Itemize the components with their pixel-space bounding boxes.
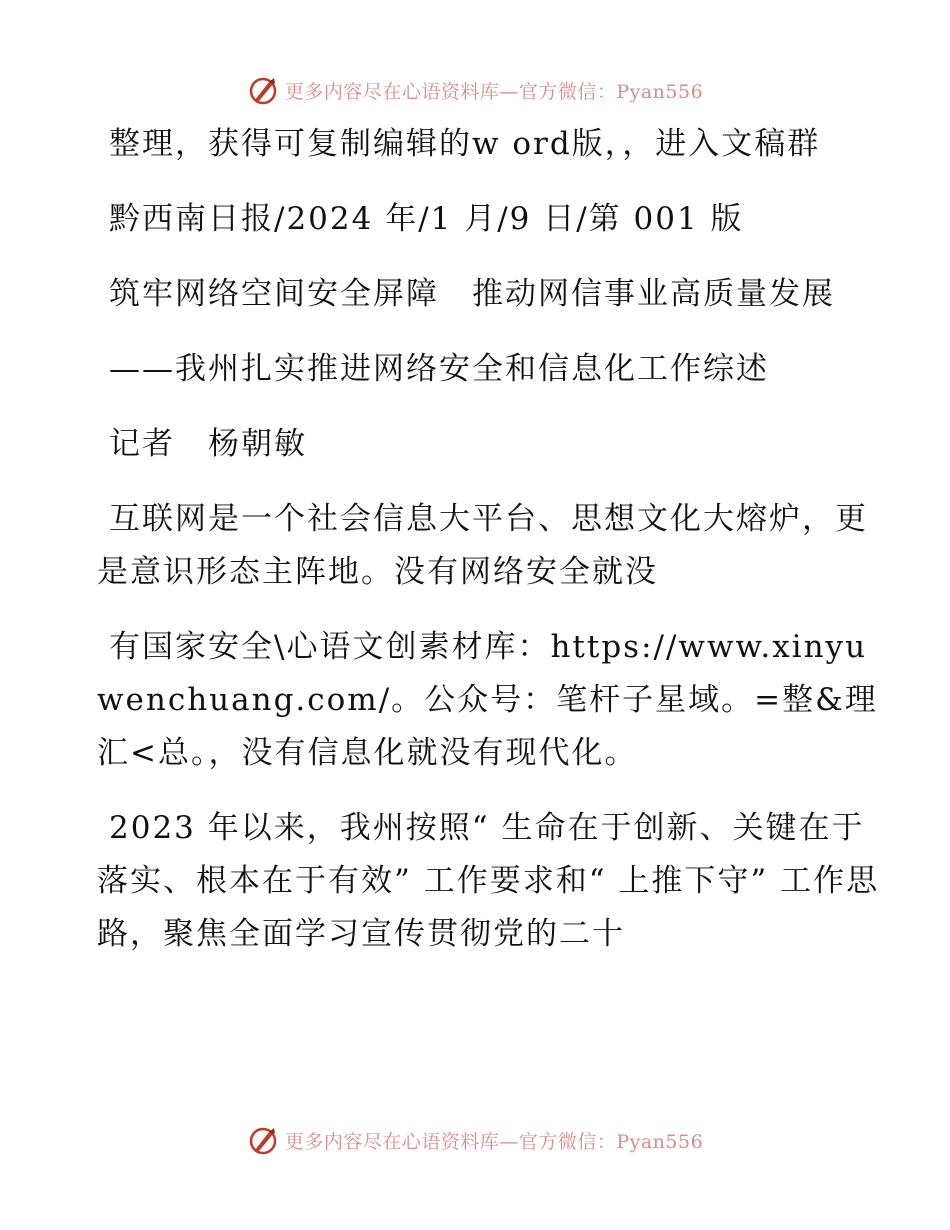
watermark-text: 更多内容尽在心语资料库—官方微信：Pyan556 bbox=[284, 1130, 704, 1153]
paragraph-notice: 整理，获得可复制编辑的w ord版，，进入文稿群 bbox=[109, 126, 821, 162]
article-byline: 记者 杨朝敏 bbox=[109, 426, 307, 462]
paragraph-source: 黔西南日报/2024 年/1 月/9 日/第 001 版 bbox=[109, 201, 744, 237]
article-title: 筑牢网络空间安全屏障 推动网信事业高质量发展 bbox=[109, 276, 835, 312]
watermark-text: 更多内容尽在心语资料库—官方微信：Pyan556 bbox=[284, 80, 704, 103]
quill-pen-logo-icon bbox=[247, 1124, 279, 1156]
article-subtitle: ——我州扎实推进网络安全和信息化工作综述 bbox=[109, 351, 769, 387]
paragraph-intro-cont: 有国家安全\心语文创素材库：https://www.xinyuwenchuang.com/。公众号：笔杆子星域。=整&理汇<总。，没有信息化就没有现代化。 bbox=[97, 629, 878, 771]
watermark-banner-top bbox=[0, 70, 950, 110]
quill-pen-logo-icon bbox=[247, 74, 279, 106]
watermark-banner-bottom bbox=[0, 1120, 950, 1160]
paragraph-intro: 互联网是一个社会信息大平台、思想文化大熔炉，更是意识形态主阵地。没有网络安全就没 bbox=[97, 501, 868, 590]
document-body bbox=[97, 118, 887, 983]
paragraph-2023: 2023 年以来，我州按照“ 生命在于创新、关键在于落实、根本在于有效” 工作要求和“ 上推下守” 工作思路，聚焦全面学习宣传贯彻党的二十 bbox=[97, 810, 880, 952]
